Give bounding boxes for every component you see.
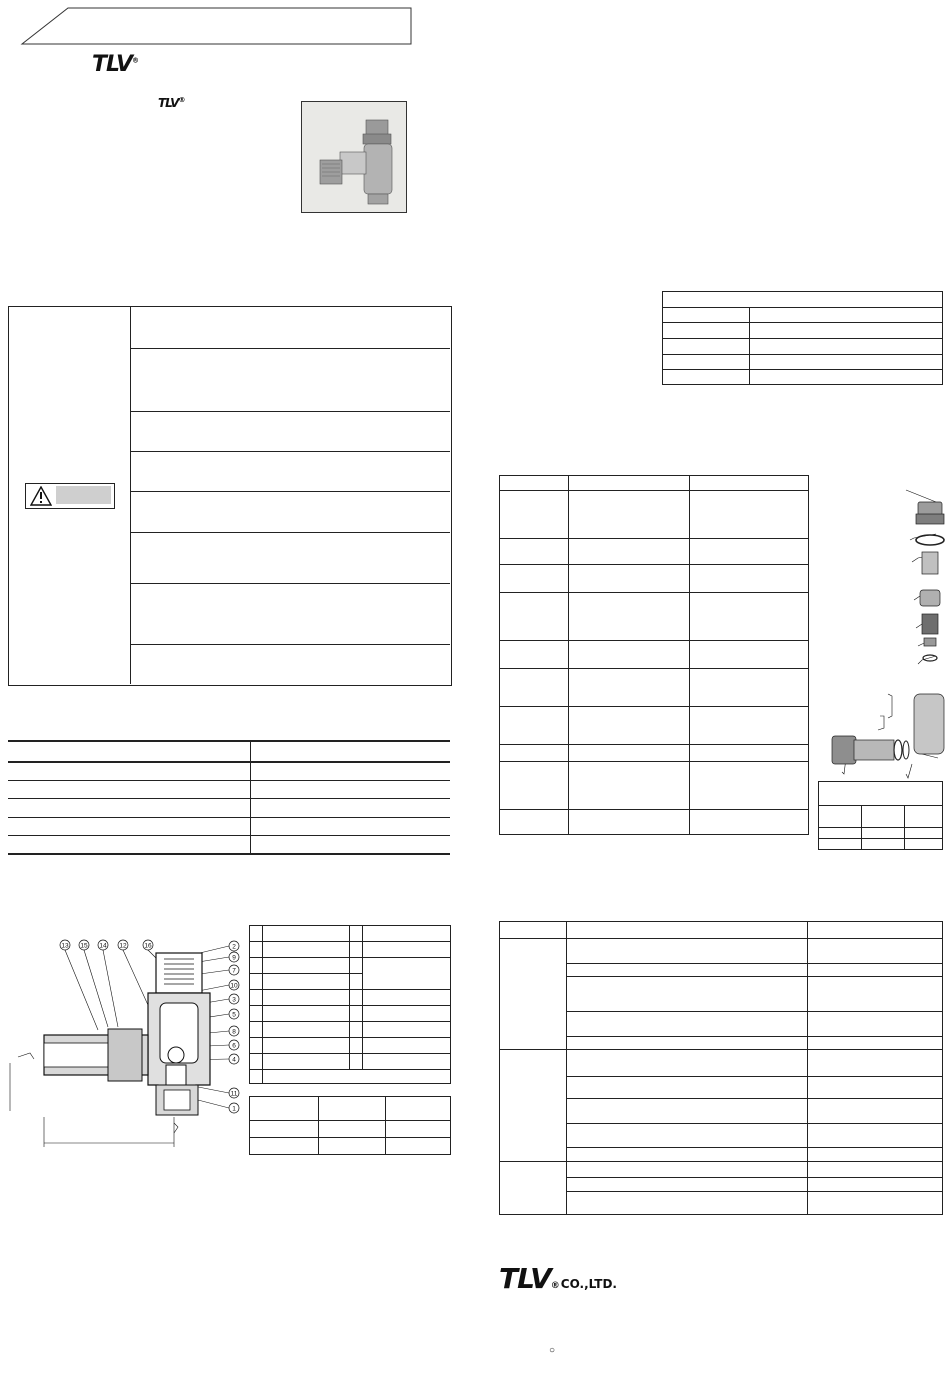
callout-15: 15 [80, 942, 88, 950]
warning-triangle-icon [30, 486, 52, 506]
callout-13: 13 [61, 942, 69, 950]
torque-table [818, 781, 943, 850]
product-photo [301, 101, 407, 213]
callout-6: 6 [232, 1042, 236, 1050]
callout-5: 5 [232, 1011, 236, 1019]
callout-12: 12 [119, 942, 127, 950]
callout-4: 4 [232, 1056, 236, 1064]
callout-8: 8 [232, 1028, 236, 1036]
callout-14: 14 [99, 942, 107, 950]
tlv-logo-inline: TLV® [158, 96, 185, 110]
callout-10: 10 [230, 982, 238, 990]
caution-label [25, 483, 115, 509]
spec-table-top-rule [8, 740, 450, 742]
callout-7: 7 [232, 967, 236, 975]
callout-9: 9 [232, 954, 236, 962]
model-info-table [662, 291, 943, 385]
circle-mark: ○ [549, 1345, 556, 1356]
callout-3: 3 [232, 996, 236, 1004]
caution-label-fill [56, 486, 111, 504]
tlv-logo-header: TLV® [92, 52, 139, 77]
callout-16: 16 [144, 942, 152, 950]
parts-list-table [249, 925, 451, 1084]
spec-table-bottom-rule [8, 853, 450, 855]
caution-divider [130, 306, 131, 684]
dimensions-table [249, 1096, 451, 1155]
valve-product-image [302, 102, 406, 212]
company-suffix: CO.,LTD. [560, 1277, 617, 1291]
callout-11: 11 [230, 1090, 238, 1098]
troubleshooting-table [499, 921, 943, 1215]
tlv-logo-footer: TLV® CO.,LTD. [499, 1262, 617, 1295]
exploded-view-diagram [818, 488, 946, 780]
inspection-table [499, 475, 809, 835]
valve-cross-section-diagram [8, 935, 248, 1155]
title-banner [20, 6, 414, 46]
callout-2: 2 [232, 943, 236, 951]
callout-1: 1 [232, 1105, 236, 1113]
